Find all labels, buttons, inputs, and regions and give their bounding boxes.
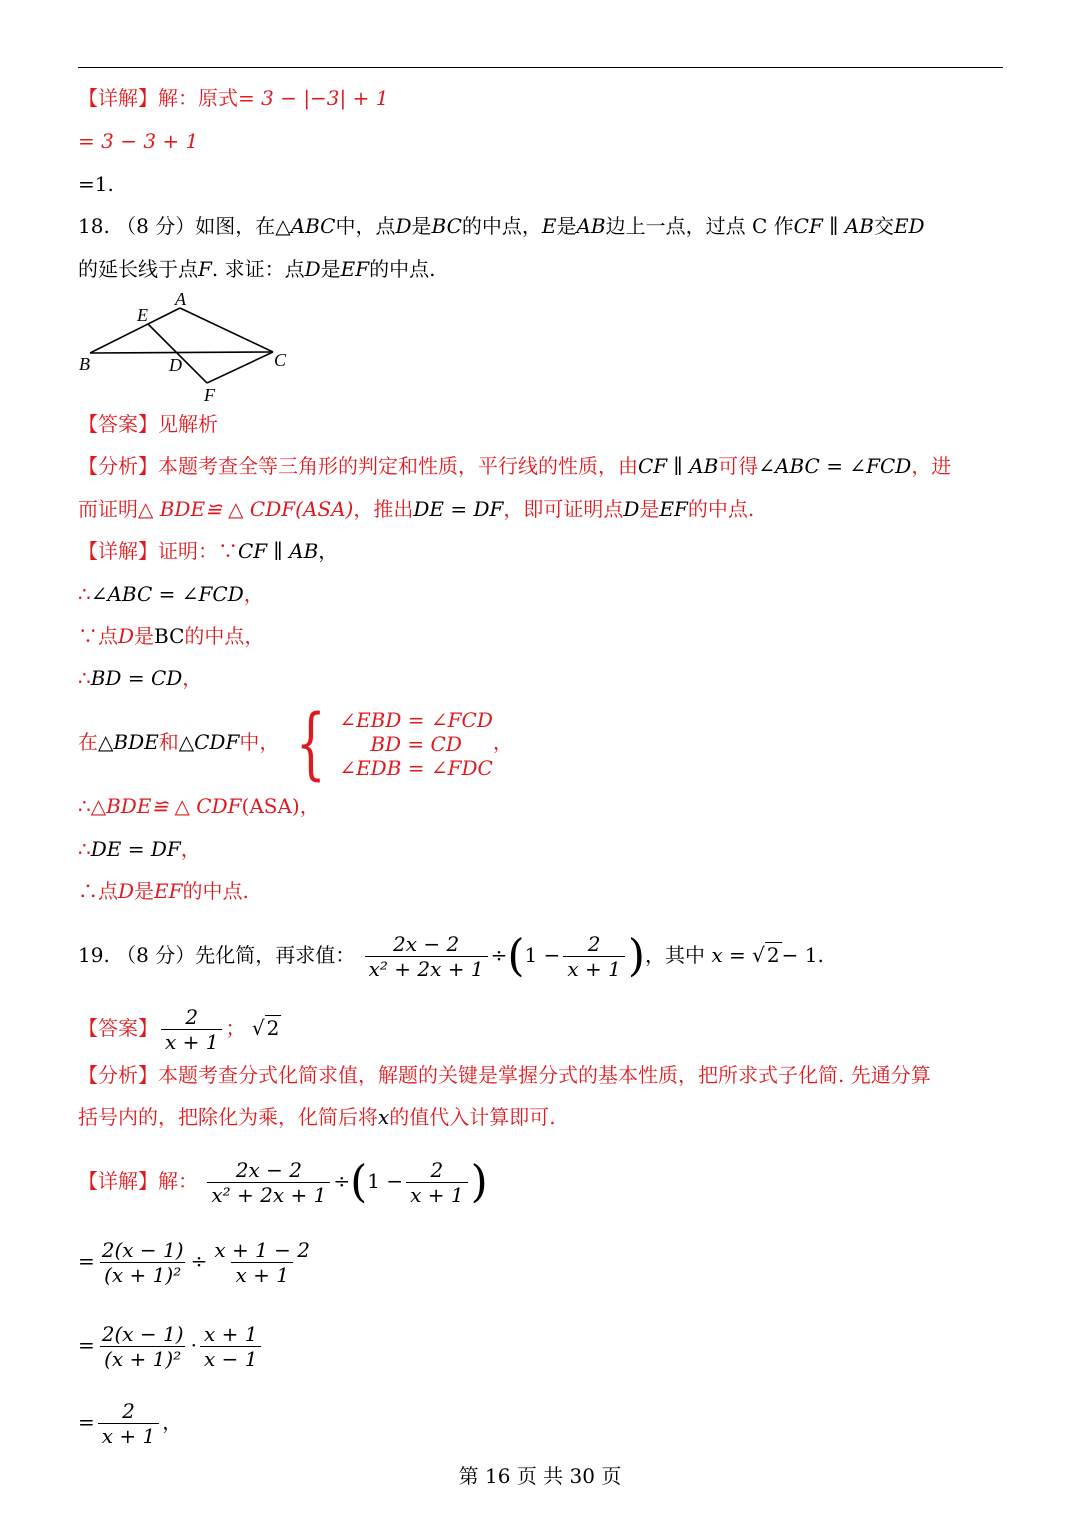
- t: ，即可证明点: [503, 497, 624, 521]
- t: − 1.: [781, 943, 824, 967]
- fraction: [210, 1238, 314, 1287]
- fraction: [200, 1322, 261, 1371]
- t: ∴: [78, 666, 91, 690]
- numerator: x + 1: [203, 1322, 258, 1346]
- q18-analysis-line1: [78, 452, 951, 480]
- t: 是: [639, 497, 660, 521]
- t: BDE≌ △ CDF: [106, 794, 242, 818]
- sys-line: ∠EBD = ∠FCD: [339, 707, 493, 732]
- label-A: A: [175, 289, 186, 309]
- label-F: F: [204, 385, 215, 405]
- radicand: 2: [766, 943, 780, 967]
- t: 本题考查分式化简求值，解题的关键是掌握分式的基本性质，把所求式子化简. 先通分算: [158, 1063, 931, 1087]
- t: CF ∥ AB: [238, 539, 319, 563]
- t: ，: [318, 539, 339, 563]
- numerator: 2: [430, 1158, 444, 1182]
- t: 是: [134, 624, 155, 648]
- t: (ASA)，: [241, 794, 320, 818]
- t: △CDF: [178, 730, 240, 754]
- t: D: [623, 497, 640, 521]
- denominator: x + 1: [406, 1182, 467, 1207]
- numerator: 2(x − 1): [101, 1322, 184, 1346]
- t: 中，: [239, 730, 280, 754]
- t: x: [378, 1105, 390, 1129]
- fraction: [98, 1238, 188, 1287]
- detail-label: 【详解】: [78, 539, 158, 563]
- t: CF ∥ AB: [638, 454, 719, 478]
- q18-statement-line2: [78, 255, 436, 283]
- t: ；: [225, 1016, 246, 1040]
- s17-line3: =1.: [78, 172, 114, 196]
- q19-answer: [78, 1000, 281, 1056]
- t: 的延长线于点: [78, 257, 198, 281]
- t: ∴△: [78, 794, 107, 818]
- t: 可得: [718, 454, 759, 478]
- t: ，: [162, 1410, 183, 1434]
- q18-answer: [78, 410, 218, 438]
- right-paren: ): [470, 1156, 488, 1208]
- fraction: [161, 1005, 222, 1054]
- numerator: 2x − 2: [393, 932, 460, 956]
- page-footer: 第 16 页 共 30 页: [458, 1464, 622, 1488]
- t: ÷: [490, 943, 508, 967]
- s17-detail-line: [78, 84, 388, 112]
- t: ，: [180, 837, 201, 861]
- triangle-figure: [76, 288, 296, 406]
- left-paren: (: [507, 930, 525, 982]
- segment-BA: [90, 308, 180, 353]
- t: 是: [134, 879, 155, 903]
- t: 边上一点，过点 C 作: [605, 214, 794, 238]
- segment-FC: [207, 352, 273, 383]
- t: ∠ABC = ∠FCD: [90, 582, 244, 606]
- t: △ABC: [275, 214, 336, 238]
- q19-step1: [78, 1232, 317, 1290]
- radicand: 2: [266, 1016, 280, 1040]
- sys-line: BD = CD: [370, 731, 462, 756]
- t: 和: [158, 730, 179, 754]
- numerator: x + 1 − 2: [214, 1238, 311, 1262]
- t: 的中点.: [687, 497, 755, 521]
- t: BC: [431, 214, 462, 238]
- segment-AC: [180, 308, 273, 352]
- t: ED: [893, 214, 925, 238]
- t: 解：: [158, 1169, 198, 1193]
- t: 是: [320, 257, 341, 281]
- t: 1 −: [524, 943, 561, 967]
- t: ∠ABC = ∠FCD: [758, 454, 912, 478]
- s17-line2: = 3 − 3 + 1: [78, 129, 199, 153]
- q18-step7: [78, 835, 201, 863]
- t: 在: [78, 730, 98, 754]
- system-lines: [339, 708, 493, 780]
- denominator: x + 1: [98, 1423, 159, 1448]
- t: △ BDE≌ △ CDF(ASA): [138, 497, 354, 521]
- t: ∴: [78, 582, 91, 606]
- t: △BDE: [98, 730, 159, 754]
- label-D: D: [169, 355, 182, 375]
- t: 19. （8 分）先化简，再求值：: [78, 943, 356, 967]
- t: ，: [182, 666, 203, 690]
- q19-step3: [78, 1393, 182, 1451]
- t: DE = DF: [90, 837, 181, 861]
- sqrt: √ 2: [752, 943, 780, 967]
- t: ∵点: [78, 624, 118, 648]
- t: ，推出: [353, 497, 414, 521]
- denominator: x² + 2x + 1: [207, 1182, 330, 1207]
- q18-step8: [78, 877, 249, 905]
- q19-statement: [78, 926, 824, 984]
- t: 本题考查全等三角形的判定和性质，平行线的性质，由: [158, 454, 638, 478]
- t: ·: [190, 1333, 197, 1357]
- t: D: [118, 624, 135, 648]
- denominator: x + 1: [563, 956, 624, 981]
- q18-statement-line1: [78, 212, 925, 240]
- denominator: (x + 1)²: [100, 1262, 185, 1287]
- q18-step6: [78, 792, 320, 820]
- t: BD = CD: [90, 666, 183, 690]
- t: 而证明: [78, 497, 138, 521]
- solve-text: 解：原式: [158, 86, 238, 110]
- t: 中，点: [335, 214, 396, 238]
- numerator: 2x − 2: [235, 1158, 302, 1182]
- t: EF: [154, 879, 183, 903]
- detail-label: 【详解】: [78, 86, 158, 110]
- right-paren: ): [627, 930, 646, 982]
- t: 交: [873, 214, 894, 238]
- t: 18. （8 分）如图，在: [78, 214, 276, 238]
- q18-analysis-line2: [78, 495, 754, 523]
- numerator: 2: [122, 1399, 135, 1423]
- t: ，进: [911, 454, 952, 478]
- fraction: [207, 1158, 330, 1207]
- sqrt: √ 2: [251, 1016, 280, 1040]
- segment-BC: [90, 352, 273, 353]
- fraction: [365, 932, 488, 981]
- fraction: [98, 1322, 188, 1371]
- denominator: x² + 2x + 1: [365, 956, 488, 981]
- t: 证明：∵: [158, 539, 238, 563]
- t: 的中点，: [184, 624, 265, 648]
- t: =: [78, 1410, 95, 1434]
- t: CF ∥ AB: [793, 214, 874, 238]
- t: D: [118, 879, 135, 903]
- t: 1 −: [367, 1169, 404, 1193]
- numerator: 2(x − 1): [101, 1238, 184, 1262]
- denominator: x − 1: [200, 1346, 261, 1371]
- t: ，: [492, 730, 513, 754]
- numerator: 2: [185, 1005, 199, 1029]
- fraction: [406, 1158, 467, 1207]
- q19-detail: [78, 1152, 488, 1210]
- t: 是: [411, 214, 432, 238]
- analysis-label: 【分析】: [78, 1063, 158, 1087]
- q19-step2: [78, 1316, 264, 1374]
- header-rule: [78, 67, 1003, 68]
- t: ，其中: [645, 943, 706, 967]
- t: DE = DF: [413, 497, 504, 521]
- q19-analysis-line2: [78, 1103, 556, 1131]
- denominator: (x + 1)²: [100, 1346, 185, 1371]
- q18-detail: [78, 537, 338, 565]
- t: 的中点，: [461, 214, 542, 238]
- t: ∴: [78, 837, 91, 861]
- answer-label: 【答案】: [78, 412, 158, 436]
- t: D: [395, 214, 412, 238]
- t: =: [78, 1249, 95, 1273]
- expr: = 3 − |−3| + 1: [238, 86, 389, 110]
- q18-step2: [78, 580, 264, 608]
- q18-step5: [78, 698, 513, 789]
- numerator: 2: [587, 932, 601, 956]
- t: . 求证：点: [211, 257, 305, 281]
- t: ÷: [333, 1169, 351, 1193]
- t: =: [78, 1333, 95, 1357]
- t: 括号内的，把除化为乘，化简后将: [78, 1105, 378, 1129]
- denominator: x + 1: [231, 1262, 292, 1287]
- q19-analysis-line1: [78, 1061, 931, 1089]
- detail-label: 【详解】: [78, 1169, 158, 1193]
- t: E: [541, 214, 557, 238]
- left-brace: {: [295, 698, 326, 789]
- t: 的值代入计算即可.: [389, 1105, 556, 1129]
- t: ÷: [190, 1249, 208, 1273]
- label-C: C: [274, 350, 287, 370]
- t: 是: [556, 214, 577, 238]
- t: BC: [154, 624, 185, 648]
- t: 的中点.: [369, 257, 436, 281]
- analysis-label: 【分析】: [78, 454, 158, 478]
- t: ∴点: [78, 879, 118, 903]
- t: EF: [659, 497, 688, 521]
- t: 的中点.: [182, 879, 249, 903]
- q18-step4: [78, 664, 202, 692]
- denominator: x + 1: [161, 1029, 222, 1054]
- t: x =: [711, 943, 746, 967]
- q18-step3: [78, 622, 264, 650]
- t: EF: [340, 257, 370, 281]
- fraction: [98, 1399, 159, 1448]
- label-B: B: [79, 354, 90, 374]
- t: D: [304, 257, 321, 281]
- t: ，: [243, 582, 264, 606]
- left-paren: (: [350, 1156, 368, 1208]
- label-E: E: [137, 305, 148, 325]
- equation-system: [286, 698, 493, 789]
- sys-line: ∠EDB = ∠FDC: [339, 755, 493, 780]
- answer-text: 见解析: [158, 412, 218, 436]
- t: AB: [576, 214, 606, 238]
- answer-label: 【答案】: [78, 1016, 158, 1040]
- fraction: [563, 932, 624, 981]
- t: F: [198, 257, 212, 281]
